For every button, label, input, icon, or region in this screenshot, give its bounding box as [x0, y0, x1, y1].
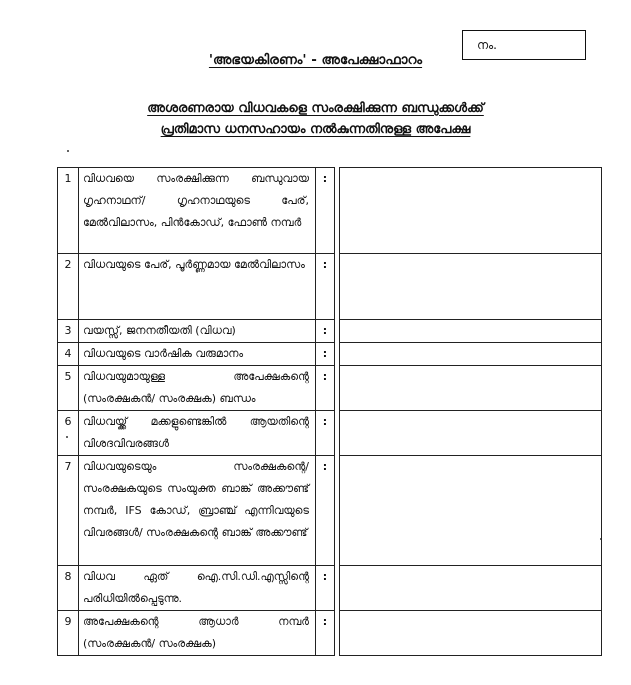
- answer-field-relationship[interactable]: [340, 366, 602, 411]
- row-number: 4: [58, 343, 79, 366]
- form-row-4: [58, 343, 602, 366]
- row-number: 1: [58, 168, 79, 254]
- form-row-1: [58, 168, 602, 254]
- form-row-2: [58, 254, 602, 320]
- row-colon: :: [316, 611, 335, 656]
- row-label: വിധവയെ സംരക്ഷിക്കുന്ന ബന്ധുവായ ഗൃഹനാഥന്/ ഗൃഹനാഥയുടെ പേര്, മേൽവിലാസം, പിൻകോഡ്, ഫോൺ നമ്പർ: [79, 168, 316, 254]
- application-form-table: [57, 167, 602, 656]
- row-label: അപേക്ഷകന്റെ ആധാർ നമ്പർ (സംരക്ഷകൻ/ സംരക്ഷക): [79, 611, 316, 656]
- form-row-6: [58, 411, 602, 456]
- row-colon: :: [316, 343, 335, 366]
- answer-field-bank-details[interactable]: [340, 456, 602, 566]
- row-number: 9: [58, 611, 79, 656]
- answer-field-children-details[interactable]: [340, 411, 602, 456]
- answer-field-guardian-details[interactable]: [340, 168, 602, 254]
- row-label: വിധവയുടെ വാർഷിക വരുമാനം: [79, 343, 316, 366]
- application-number-label: നം.: [477, 38, 497, 52]
- form-row-5: [58, 366, 602, 411]
- row-colon: :: [316, 254, 335, 320]
- row-number: 5: [58, 366, 79, 411]
- row-colon: :: [316, 566, 335, 611]
- row-colon: :: [316, 456, 335, 566]
- row-colon: :: [316, 168, 335, 254]
- scan-speck: [67, 150, 69, 152]
- form-row-3: [58, 320, 602, 343]
- row-label: വിധവയുടെയും സംരക്ഷകന്റെ/ സംരക്ഷകയുടെ സംയുക്ത ബാങ്ക് അക്കൗണ്ട് നമ്പർ, IFS കോഡ്, ബ്രാഞ്ച് എന്നിവയുടെ വിവരങ്ങൾ/ സംരക്ഷകന്റെ ബാങ്ക് അക്കൗണ്ട്: [79, 456, 316, 566]
- row-label: വിധവ ഏത് ഐ.സി.ഡി.എസ്സിന്റെ പരിധിയിൽപ്പെടുന്നു.: [79, 566, 316, 611]
- form-title: 'അഭയകിരണം' - അപേക്ഷാഫാറം: [208, 52, 423, 68]
- row-number: 2: [58, 254, 79, 320]
- form-row-7: [58, 456, 602, 566]
- row-label: വിധവയ്ക്ക് മക്കളുണ്ടെങ്കിൽ ആയതിന്റെ വിശദവിവരങ്ങൾ: [79, 411, 316, 456]
- row-label: വയസ്സ്, ജനനതീയതി (വിധവ): [79, 320, 316, 343]
- row-label: വിധവയുടെ പേര്, പൂർണ്ണമായ മേൽവിലാസം: [79, 254, 316, 320]
- answer-field-annual-income[interactable]: [340, 343, 602, 366]
- subtitle-line-2: പ്രതിമാസ ധനസഹായം നൽകുന്നതിനുള്ള അപേക്ഷ: [160, 122, 471, 137]
- row-number: 6: [58, 411, 79, 456]
- answer-field-age-dob[interactable]: [340, 320, 602, 343]
- row-number: 7: [58, 456, 79, 566]
- row-label: വിധവയുമായുള്ള അപേക്ഷകന്റെ (സംരക്ഷകൻ/ സംരക്ഷക) ബന്ധം: [79, 366, 316, 411]
- row-colon: :: [316, 320, 335, 343]
- answer-field-icds[interactable]: [340, 566, 602, 611]
- subtitle-line-1: അശരണരായ വിധവകളെ സംരക്ഷിക്കുന്ന ബന്ധുക്കൾക്ക്: [147, 101, 484, 116]
- row-number: 8: [58, 566, 79, 611]
- form-row-9: [58, 611, 602, 656]
- answer-field-aadhaar[interactable]: [340, 611, 602, 656]
- row-colon: :: [316, 411, 335, 456]
- row-colon: :: [316, 366, 335, 411]
- form-row-8: [58, 566, 602, 611]
- row-number: 3: [58, 320, 79, 343]
- answer-field-widow-address[interactable]: [340, 254, 602, 320]
